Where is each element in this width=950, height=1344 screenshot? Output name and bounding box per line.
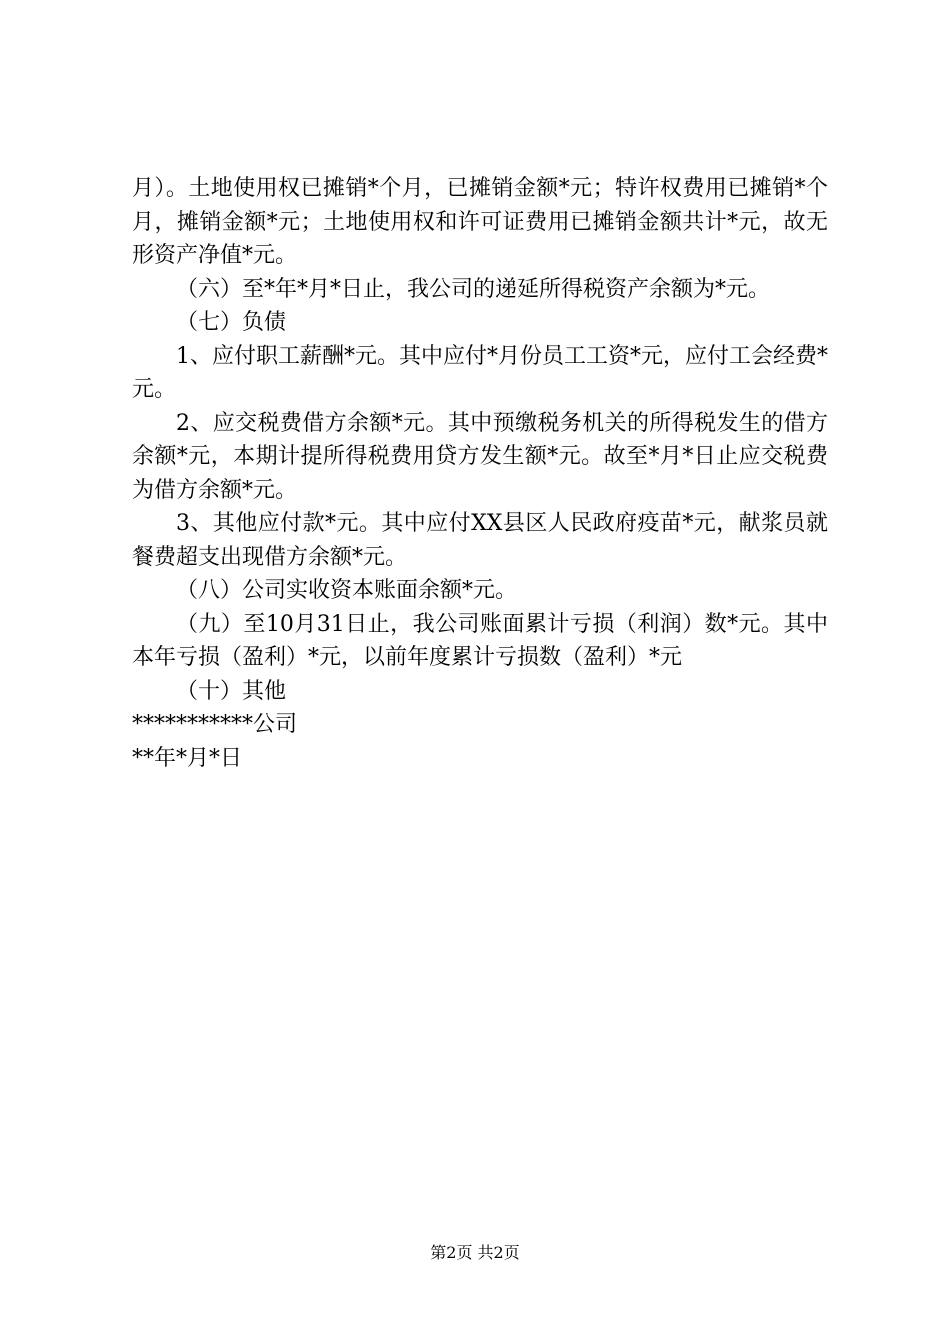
heading-liabilities: （七）负债 bbox=[176, 310, 287, 335]
paragraph-paid-in-capital: （八）公司实收资本账面余额*元。 bbox=[176, 578, 518, 603]
page-footer bbox=[0, 1243, 950, 1263]
paragraph-payroll: 1、应付职工薪酬*元。其中应付*月份员工工资*元，应付工会经费*元。 bbox=[132, 343, 828, 402]
page-number-label: 第2页 共2页 bbox=[430, 1243, 520, 1262]
paragraph-intangible-assets: 月）。土地使用权已摊销*个月，已摊销金额*元；特许权费用已摊销*个月，摊销金额*元；土地使用权和许可证费用已摊销金额共计*元，故无形资产净值*元。 bbox=[132, 176, 828, 268]
heading-other: （十）其他 bbox=[176, 678, 287, 704]
signature-date: **年*月*日 bbox=[132, 745, 243, 771]
paragraph-accumulated-loss: （九）至10月31日止，我公司账面累计亏损（利润）数*元。其中本年亏损（盈利）*元，以前年度累计亏损数（盈利）*元 bbox=[132, 611, 828, 670]
paragraph-taxes-payable: 2、应交税费借方余额*元。其中预缴税务机关的所得税发生的借方余额*元，本期计提所得税费用贷方发生额*元。故至*月*日止应交税费为借方余额*元。 bbox=[132, 410, 828, 503]
signature-company: ***********公司 bbox=[132, 712, 298, 737]
paragraph-deferred-tax: （六）至*年*月*日止，我公司的递延所得税资产余额为*元。 bbox=[176, 276, 771, 302]
document-body bbox=[132, 172, 828, 775]
paragraph-other-payables: 3、其他应付款*元。其中应付XX县区人民政府疫苗*元，献浆员就餐费超支出现借方余额*元。 bbox=[132, 511, 828, 570]
